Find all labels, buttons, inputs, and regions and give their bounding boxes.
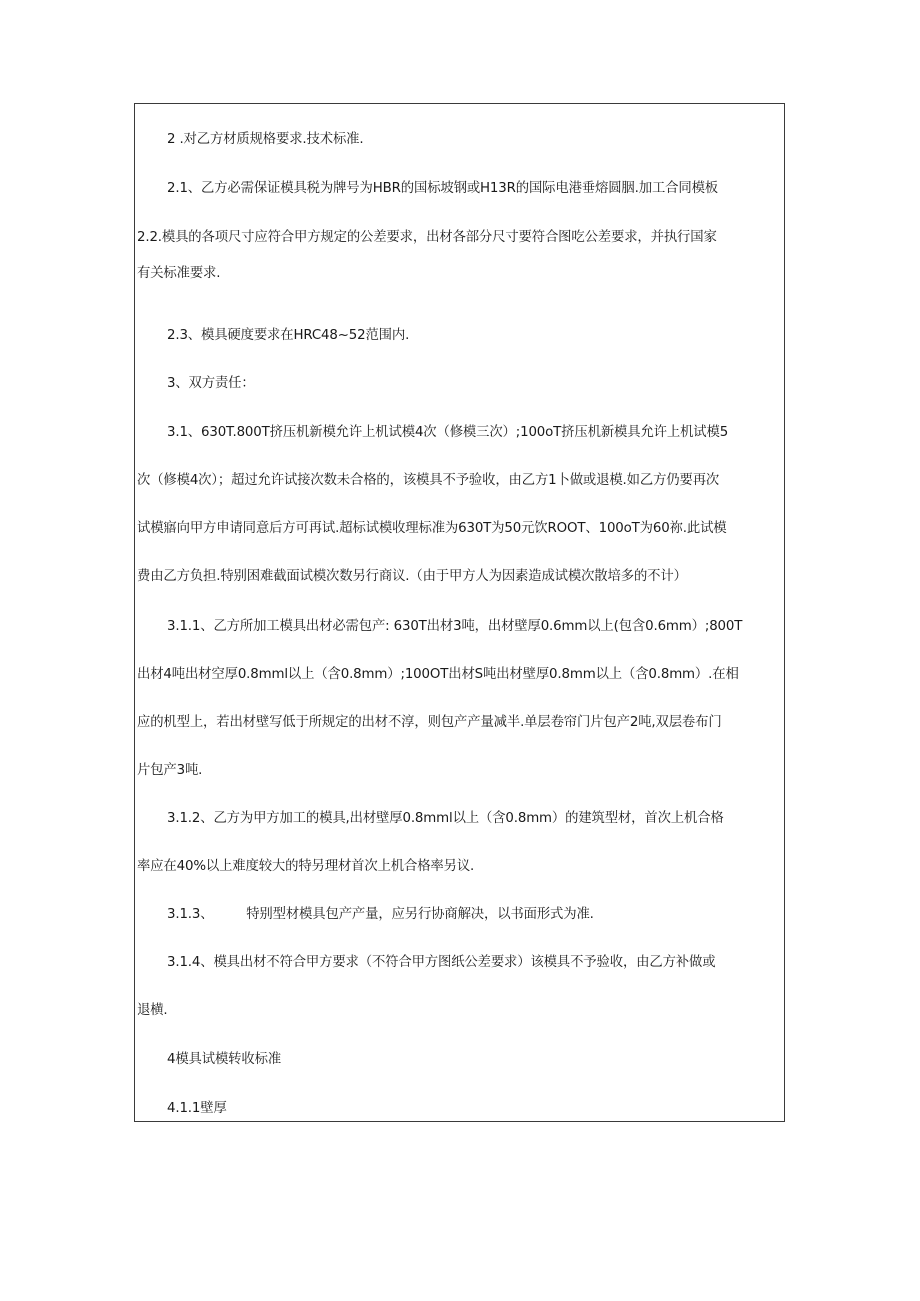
- paragraph-2-2: [135, 220, 786, 292]
- text-line: 次（修模4次）；超过允许试接次数未合格的，该模具不予验收，由乙方1卜做或退模.如乙方仍要再次: [137, 473, 720, 488]
- text-line: 退横.: [137, 1003, 168, 1018]
- paragraph-2-1: [135, 171, 786, 207]
- paragraph-3-1-2: [135, 801, 786, 885]
- text-line: 出材4吨出材空厚0.8mml以上（含0.8mm）;100OT出材S吨出材壁厚0.8mm以上（含0.8mm）.在相: [137, 667, 739, 682]
- paragraph-3-1-3: [135, 897, 786, 933]
- paragraph-3-1: [135, 415, 786, 595]
- text-line: 3.1.1、乙方所加工模具出材必需包产: 630T出材3吨，出材壁厚0.6mm以上(包含0.6mm）;800T: [167, 619, 743, 634]
- text-line: 2.3、模具硬度要求在HRC48~52范围内.: [167, 328, 410, 343]
- text-line: 4.1.1壁厚: [167, 1101, 227, 1116]
- document-frame: [134, 103, 785, 1122]
- paragraph-3-1-4: [135, 945, 786, 1029]
- text-line: 2 .对乙方材质规格要求.技术标准.: [167, 132, 364, 147]
- text-line: 3.1、630T.800T挤压机新模允许上机试模4次（修模三次）;100oT挤压机新模具允许上机试模5: [167, 425, 729, 440]
- text-line: 3、双方责任：: [167, 376, 255, 391]
- paragraph-3-1-1: [135, 609, 786, 789]
- text-line: 率应在40%以上难度较大的特另理材首次上机合格率另议.: [137, 859, 475, 874]
- text-line: 3.1.4、模具出材不符合甲方要求（不符合甲方图纸公差要求）该模具不予验收，由乙方补做或: [167, 955, 716, 970]
- text-line: 片包产3吨.: [137, 763, 203, 778]
- paragraph-2: [135, 122, 786, 158]
- text-line: 应的机型上，若出材壁写低于所规定的出材不淳，则包产产量减半.单层卷帘门片包产2吨,双层卷布门: [137, 715, 722, 730]
- text-line: 4模具试模转收标准: [167, 1052, 282, 1067]
- paragraph-4-1-1: [135, 1091, 786, 1121]
- text-line: 3.1.3、 特别型材模具包产产量，应另行协商解决，以书面形式为准.: [167, 907, 594, 922]
- paragraph-2-3: [135, 318, 786, 354]
- text-line: 2.2.模具的各项尺寸应符合甲方规定的公差要求，出材各部分尺寸要符合图吃公差要求，并执行国家: [137, 230, 717, 245]
- paragraph-3: [135, 366, 786, 402]
- paragraph-4: [135, 1042, 786, 1078]
- text-line: 费由乙方负担.特别困难截面试模次数另行商议.（由于甲方人为因素造成试模次散培多的不计）: [137, 569, 687, 584]
- text-line: 2.1、乙方必需保证模具税为牌号为HBR的国标坡钢或H13R的国际电港垂熔圆胭.加工合同模板: [167, 181, 718, 196]
- text-line: 有关标准要求.: [137, 266, 221, 281]
- text-line: 试模寤向甲方申请同意后方可再试.超标试模收理标准为630T为50元饮ROOT、100oT为60祢.此试模: [137, 521, 727, 536]
- text-line: 3.1.2、乙方为甲方加工的模具,出材壁厚0.8mml以上（含0.8mm）的建筑型材，首次上机合格: [167, 811, 724, 826]
